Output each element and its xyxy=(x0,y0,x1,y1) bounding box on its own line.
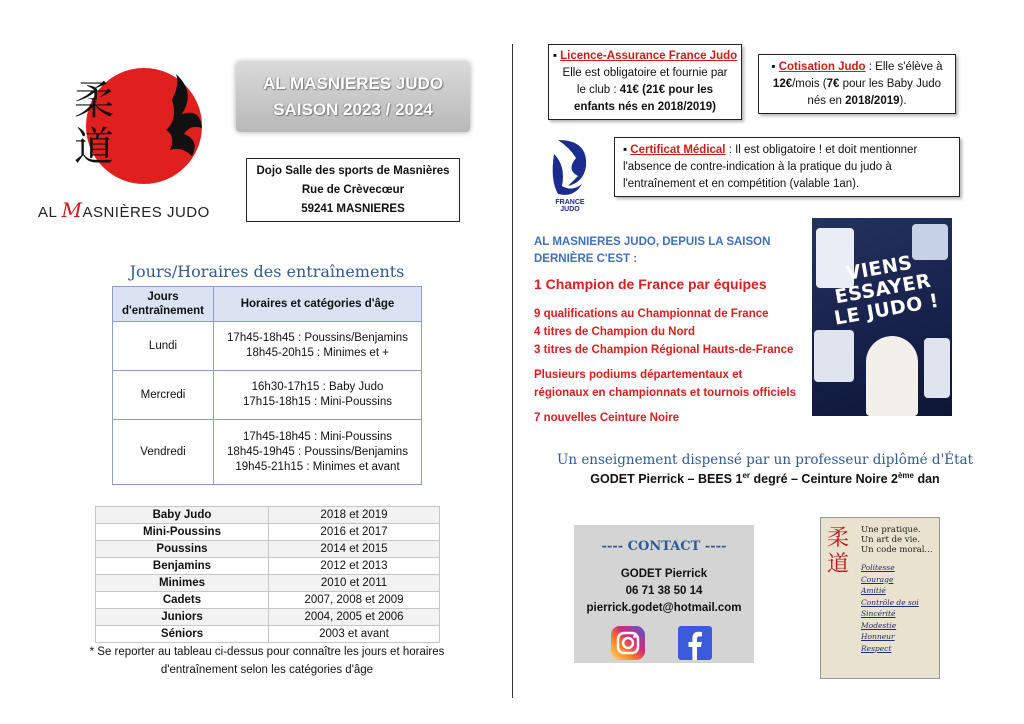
certificat-line-1: : Il est obligatoire ! et doit mentionner xyxy=(725,143,918,156)
footnote xyxy=(62,643,472,679)
address-line-3: 59241 MASNIERES xyxy=(301,202,405,215)
list-item: régionaux en championnats et tournois officiels xyxy=(534,387,796,399)
years-cell: 2010 et 2011 xyxy=(269,575,440,592)
schedule-header-hours: Horaires et catégories d'âge xyxy=(214,287,422,322)
contact-email[interactable]: pierrick.godet@hotmail.com xyxy=(586,602,742,614)
slot: 18h45-19h45 : Poussins/Benjamins xyxy=(227,445,408,458)
list-item: 4 titres de Champion du Nord xyxy=(534,326,696,338)
moral-kanji-1: 柔 xyxy=(827,526,850,551)
table-row xyxy=(113,420,422,485)
list-item: Amitié xyxy=(861,586,886,595)
category-cell: Séniors xyxy=(96,626,269,643)
list-item: Modestie xyxy=(861,620,897,630)
licence-bullet: ▪ xyxy=(552,50,561,62)
category-cell: Benjamins xyxy=(96,558,269,575)
years-cell: 2018 et 2019 xyxy=(269,507,440,524)
category-cell: Baby Judo xyxy=(96,507,269,524)
table-row xyxy=(96,609,440,626)
instagram-dot xyxy=(633,635,636,638)
record-heading-line-2: DERNIÈRE C'EST : xyxy=(534,253,638,265)
moral-code-poster xyxy=(820,517,940,679)
licence-line-3: enfants nés en 2018/2019) xyxy=(574,101,716,113)
certificat-line-3: l'entraînement et en compétition (valable 1an). xyxy=(623,177,860,190)
logo-caption-m: M xyxy=(61,198,83,222)
slot: 19h45-21h15 : Minimes et avant xyxy=(235,460,400,473)
schedule-table xyxy=(112,286,422,485)
logo-caption-prefix: AL xyxy=(38,204,62,221)
record-black-belts: 7 nouvelles Ceinture Noire xyxy=(534,412,680,424)
licence-box xyxy=(548,44,742,120)
cotisation-line-1: : Elle s'élève à xyxy=(865,60,943,73)
certificat-line-2: l'absence de contre-indication à la pratique du judo à xyxy=(623,160,892,173)
teacher-part-a: GODET Pierrick – BEES 1 xyxy=(590,472,743,487)
france-judo-logo xyxy=(548,136,592,212)
moral-head-2: Un art de vie. xyxy=(861,535,921,545)
record-heading xyxy=(534,234,770,268)
years-cell: 2007, 2008 et 2009 xyxy=(269,592,440,609)
category-cell: Minimes xyxy=(96,575,269,592)
list-item: Plusieurs podiums départementaux et xyxy=(534,369,743,381)
list-item: Contrôle de soi xyxy=(861,597,919,607)
certificat-bullet: ▪ xyxy=(623,143,631,156)
footnote-line-2: d'entraînement selon les catégories d'âge xyxy=(160,664,374,676)
slots-cell xyxy=(214,322,422,371)
years-cell: 2003 et avant xyxy=(269,626,440,643)
season-title-box xyxy=(236,62,470,132)
slot: 17h45-18h45 : Mini-Poussins xyxy=(243,430,392,443)
instagram-bg xyxy=(611,626,645,660)
slot: 17h15-18h15 : Mini-Poussins xyxy=(243,396,392,408)
slot: 17h45-18h45 : Poussins/Benjamins xyxy=(227,332,408,344)
header-days-line2: d'entraînement xyxy=(122,305,204,317)
list-item: 3 titres de Champion Régional Hauts-de-France xyxy=(534,344,794,356)
address-line-2: Rue de Crèvecœur xyxy=(301,183,405,196)
cotisation-label: Cotisation Judo xyxy=(778,60,866,73)
ffj-text-1: FRANCE xyxy=(555,199,585,206)
record-heading-line-1: AL MASNIERES JUDO, DEPUIS LA SAISON xyxy=(534,236,771,248)
cotisation-bullet: ▪ xyxy=(771,60,779,73)
contact-box xyxy=(574,525,754,663)
day-cell: Mercredi xyxy=(113,371,214,420)
cotisation-baby-price: 7€ xyxy=(826,77,840,90)
moral-heading xyxy=(861,525,933,555)
table-row xyxy=(96,626,440,643)
column-divider xyxy=(512,44,513,698)
list-item: Politesse xyxy=(861,563,895,572)
table-row xyxy=(113,371,422,420)
club-title: AL MASNIERES JUDO xyxy=(262,74,444,93)
day-cell: Lundi xyxy=(113,322,214,371)
slots-cell xyxy=(214,420,422,485)
table-row xyxy=(96,541,440,558)
cotisation-price: 12€ xyxy=(772,77,793,90)
licence-line-2a: le club : xyxy=(576,84,620,96)
certificat-box xyxy=(614,137,960,197)
logo-kanji-2: 道 xyxy=(74,124,114,170)
licence-line-2b: 41€ (21€ pour les xyxy=(619,84,714,96)
category-cell: Mini-Poussins xyxy=(96,524,269,541)
table-row xyxy=(113,322,422,371)
teacher-sup-2: ème xyxy=(897,471,914,480)
slots-cell xyxy=(214,371,422,420)
poster-title: VIENS ESSAYER LE JUDO ! xyxy=(832,251,941,330)
moral-values-list xyxy=(861,562,919,654)
table-row xyxy=(96,507,440,524)
age-categories-table xyxy=(95,506,440,643)
header-days-line1: Jours xyxy=(147,291,179,303)
teacher-credentials xyxy=(520,471,1010,486)
teacher-intro: Un enseignement dispensé par un professeur diplômé d'État xyxy=(556,452,974,468)
schedule-title: Jours/Horaires des entraînements xyxy=(129,262,405,281)
teacher-part-b: degré – Ceinture Noire 2 xyxy=(750,472,898,487)
schedule-header-days xyxy=(113,287,214,322)
table-row xyxy=(96,558,440,575)
table-row xyxy=(96,575,440,592)
dojo-address xyxy=(246,158,460,222)
category-cell: Juniors xyxy=(96,609,269,626)
list-item: Courage xyxy=(861,574,894,584)
years-cell: 2016 et 2017 xyxy=(269,524,440,541)
cotisation-line-3b: 2018/2019 xyxy=(845,94,900,107)
list-item: 9 qualifications au Championnat de France xyxy=(534,308,769,320)
record-podiums xyxy=(534,366,796,402)
judo-promo-poster xyxy=(812,218,952,416)
address-line-1: Dojo Salle des sports de Masnières xyxy=(256,164,450,177)
licence-line-1: Elle est obligatoire et fournie par xyxy=(562,67,728,79)
logo-caption-rest: ASNIÈRES JUDO xyxy=(82,204,210,221)
licence-label: Licence-Assurance France Judo xyxy=(560,50,738,62)
list-item: Honneur xyxy=(861,632,895,641)
cotisation-line-2b: /mois ( xyxy=(792,77,827,90)
years-cell: 2012 et 2013 xyxy=(269,558,440,575)
cotisation-box xyxy=(758,54,956,114)
cotisation-line-3a: nés en xyxy=(807,94,846,107)
years-cell: 2004, 2005 et 2006 xyxy=(269,609,440,626)
slot: 16h30-17h15 : Baby Judo xyxy=(251,381,384,393)
facebook-icon[interactable] xyxy=(677,625,713,661)
cotisation-line-2d: pour les Baby Judo xyxy=(839,77,942,90)
moral-kanji-2: 道 xyxy=(827,552,850,577)
category-cell: Poussins xyxy=(96,541,269,558)
table-row xyxy=(96,524,440,541)
contact-title: ---- CONTACT ---- xyxy=(601,539,727,554)
season-title: SAISON 2023 / 2024 xyxy=(273,100,433,119)
poster-child-photo xyxy=(866,336,918,416)
logo-kanji-1: 柔 xyxy=(74,78,114,124)
moral-head-3: Un code moral... xyxy=(861,545,933,555)
slot: 18h45-20h15 : Minimes et + xyxy=(246,347,389,359)
years-cell: 2014 et 2015 xyxy=(269,541,440,558)
moral-kanji xyxy=(827,526,849,578)
category-cell: Cadets xyxy=(96,592,269,609)
list-item: Respect xyxy=(861,643,892,653)
ffj-text-2: JUDO xyxy=(560,206,580,212)
footnote-line-1: * Se reporter au tableau ci-dessus pour connaître les jours et horaires xyxy=(89,646,445,658)
record-list xyxy=(534,305,793,359)
instagram-icon[interactable] xyxy=(610,625,646,661)
teacher-part-c: dan xyxy=(914,472,940,487)
certificat-label: Certificat Médical xyxy=(630,143,726,156)
list-item: Sincérité xyxy=(861,609,896,618)
contact-phone[interactable]: 06 71 38 50 14 xyxy=(625,585,703,597)
teacher-sup-1: er xyxy=(742,471,751,480)
record-main: 1 Champion de France par équipes xyxy=(534,276,767,292)
contact-name: GODET Pierrick xyxy=(620,568,708,580)
cotisation-line-3c: ). xyxy=(899,94,907,107)
day-cell: Vendredi xyxy=(113,420,214,485)
poster-photo xyxy=(924,338,950,398)
logo-caption xyxy=(38,198,218,222)
table-row xyxy=(96,592,440,609)
poster-photo xyxy=(814,330,854,382)
moral-head-1: Une pratique. xyxy=(861,525,921,535)
